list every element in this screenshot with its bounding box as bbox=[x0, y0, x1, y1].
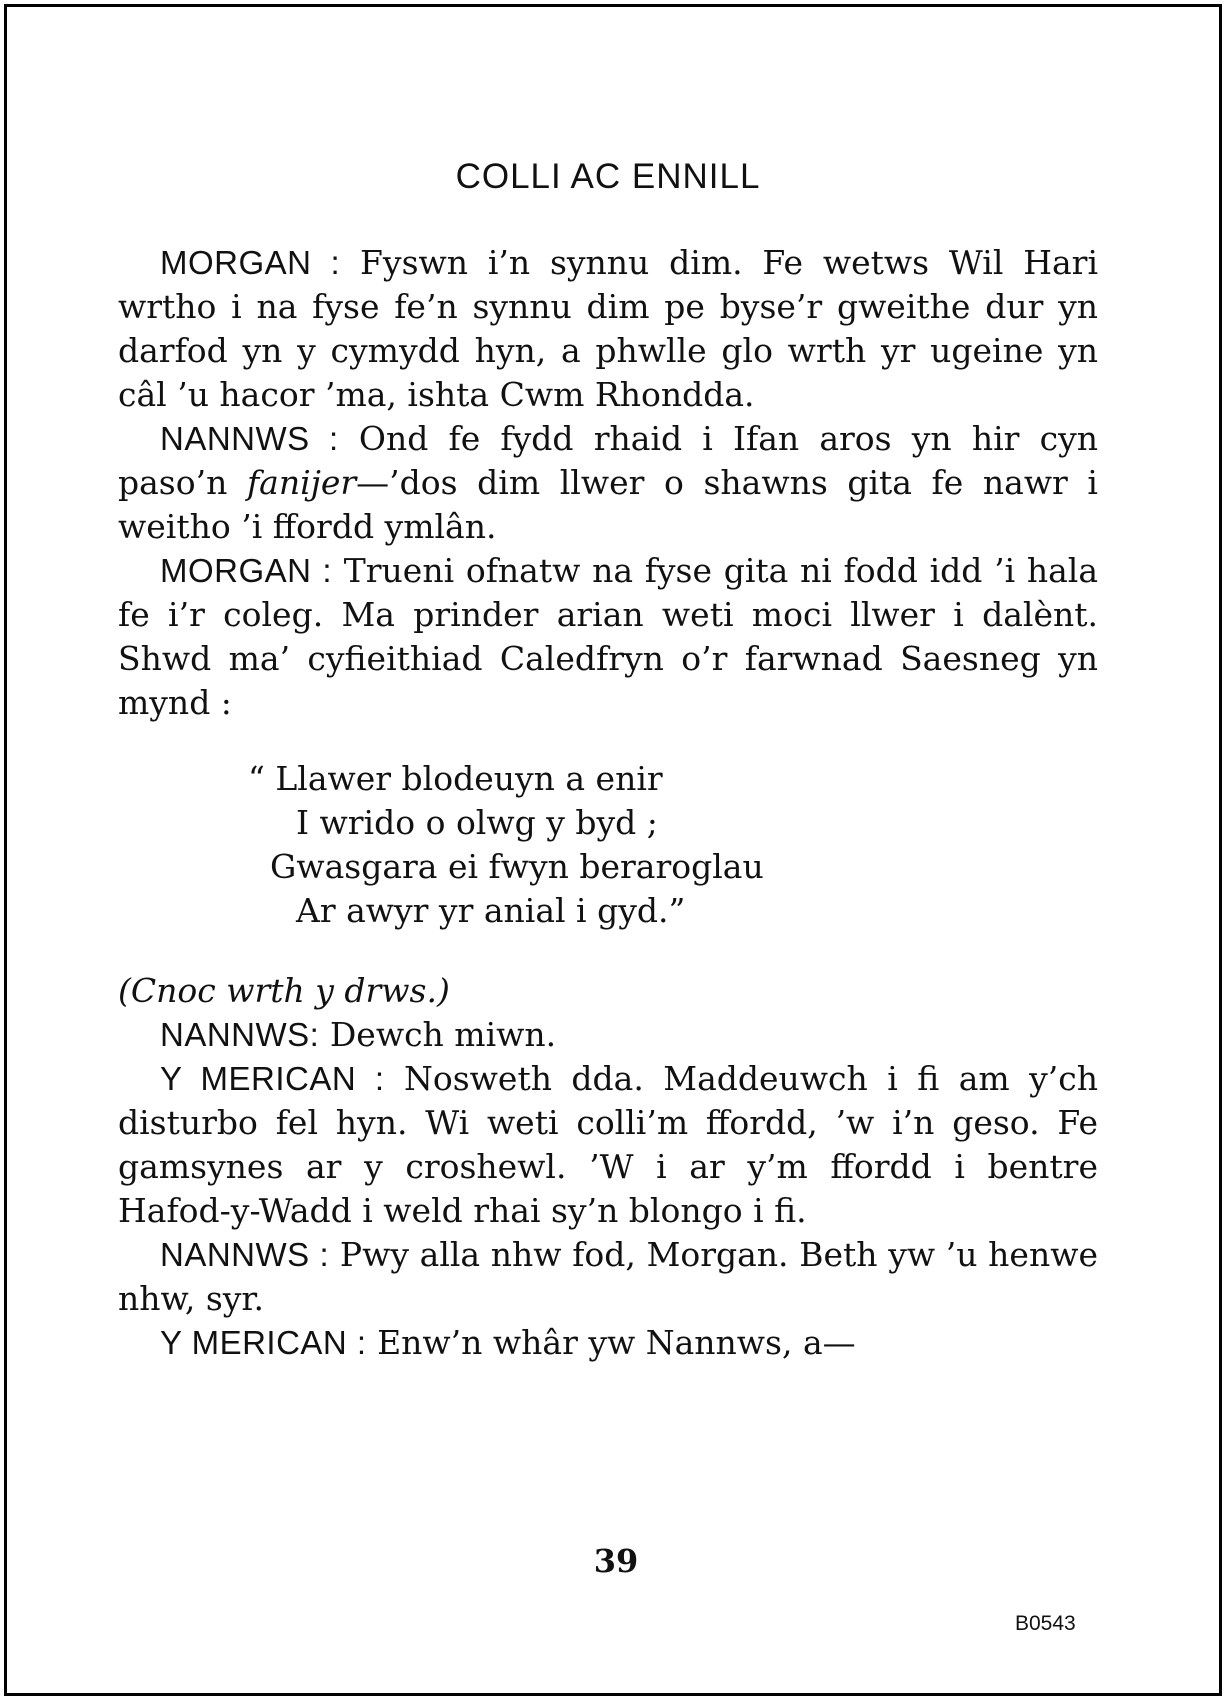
dialogue-text: Dewch miwn. bbox=[329, 1015, 557, 1054]
speaker-name: Y MERICAN : bbox=[160, 1060, 385, 1097]
verse-line: Gwasgara ei fwyn beraroglau bbox=[270, 847, 764, 886]
dialogue-text: Fyswn i’n synnu dim. Fe wetws Wil Hari wrtho i na fyse fe’n synnu dim pe byse’r gweithe dur yn darfod yn y cymydd hyn, a phwlle glo wrth yr ugeine yn câl ’u hacor ’ma, ishta Cwm Rhondda. bbox=[118, 243, 1098, 414]
verse-line: I wrido o olwg y byd ; bbox=[296, 803, 658, 842]
dialogue-text: Nosweth dda. Maddeuwch i fi am y’ch disturbo fel hyn. Wi weti colli’m ffordd, ’w i’n geso. Fe gamsynes ar y croshewl. ’W i ar y’m ffordd i bentre Hafod-y-Wadd i weld rhai sy’n blongo i fi. bbox=[118, 1059, 1098, 1230]
page-title: COLLI AC ENNILL bbox=[455, 157, 761, 196]
dialogue-paragraph bbox=[118, 1233, 1098, 1321]
document-code: B0543 bbox=[1015, 1612, 1076, 1635]
dialogue-paragraph bbox=[118, 549, 1098, 725]
italic-word: fanijer bbox=[246, 463, 357, 502]
page-number: 39 bbox=[593, 1542, 639, 1580]
verse-quote bbox=[118, 757, 1098, 933]
speaker-name: NANNWS : bbox=[160, 1236, 330, 1273]
dialogue-text: Enw’n whâr yw Nannws, a— bbox=[377, 1323, 856, 1362]
dialogue-paragraph bbox=[118, 1013, 1098, 1057]
speaker-name: Y MERICAN : bbox=[160, 1324, 367, 1361]
dialogue-text: Pwy alla nhw fod, Morgan. Beth yw ’u henwe nhw, syr. bbox=[118, 1235, 1098, 1318]
speaker-name: MORGAN : bbox=[160, 244, 341, 281]
page-body bbox=[118, 155, 1098, 1365]
dialogue-text: —’dos dim llwer o shawns gita fe nawr i weitho ’i ffordd ymlân. bbox=[118, 463, 1098, 546]
verse-line: Ar awyr yr anial i gyd.” bbox=[296, 891, 686, 930]
dialogue-paragraph bbox=[118, 1321, 1098, 1365]
speaker-name: NANNWS : bbox=[160, 420, 339, 457]
dialogue-paragraph bbox=[118, 417, 1098, 549]
dialogue-paragraph bbox=[118, 1057, 1098, 1233]
verse-line: “ Llawer blodeuyn a enir bbox=[248, 759, 663, 798]
stage-direction: (Cnoc wrth y drws.) bbox=[118, 971, 450, 1010]
speaker-name: NANNWS: bbox=[160, 1016, 320, 1053]
dialogue-paragraph bbox=[118, 241, 1098, 417]
dialogue-text: Trueni ofnatw na fyse gita ni fodd idd ’i hala fe i’r coleg. Ma prinder arian weti moci llwer i dalènt. Shwd ma’ cyfieithiad Caledfryn o’r farwnad Saesneg yn mynd : bbox=[118, 551, 1098, 722]
speaker-name: MORGAN : bbox=[160, 552, 333, 589]
dialogue-text: Ond fe fydd rhaid i Ifan aros yn hir cyn paso’n bbox=[118, 419, 1099, 502]
